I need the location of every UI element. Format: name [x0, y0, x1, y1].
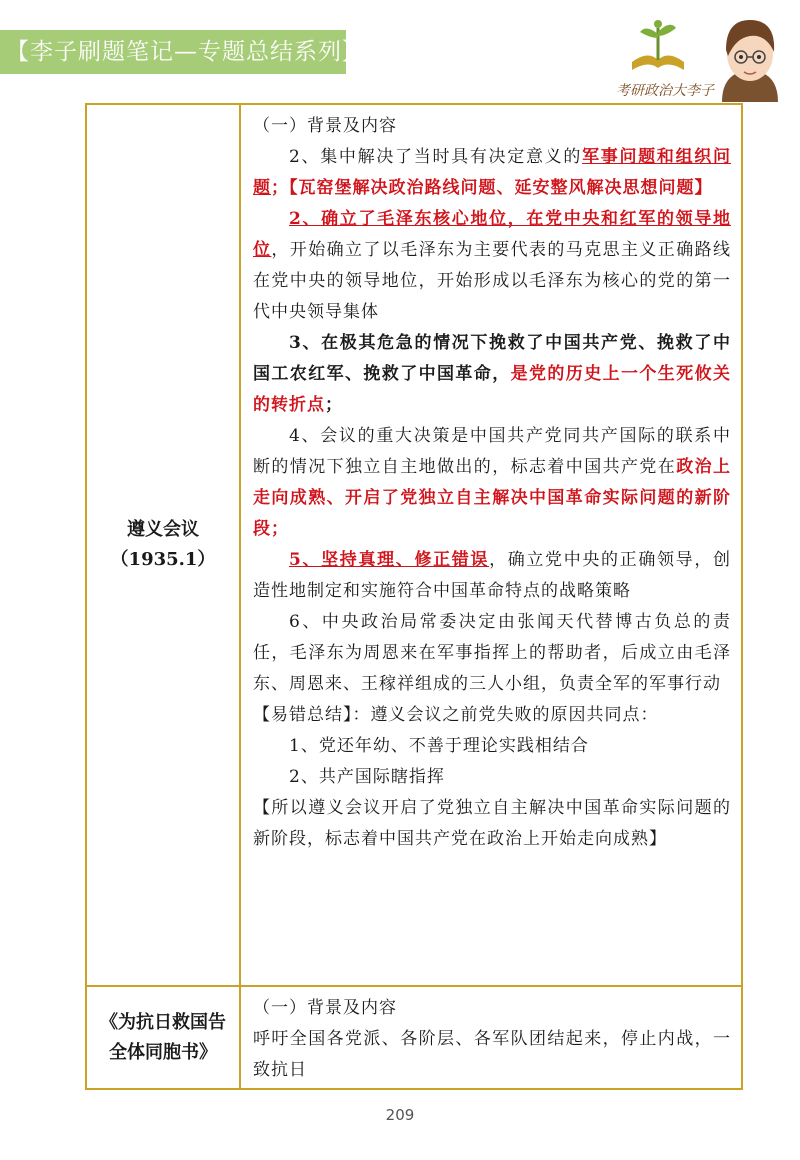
page-number: 209 [385, 1106, 415, 1124]
logo-text: 考研政治大李子 [616, 83, 714, 99]
table-row [86, 986, 742, 1089]
row-content-zunyi [240, 104, 742, 986]
row-content-proclamation [240, 986, 742, 1089]
table-row [86, 104, 742, 986]
meeting-date: （1935.1） [110, 549, 216, 570]
proclamation-content: 呼吁全国各党派、各阶层、各军队团结起来，停止内战，一致抗日 [253, 1029, 731, 1080]
row-label-proclamation: 《为抗日救国告全体同胞书》 [86, 986, 240, 1089]
point-4-independence: 4、会议的重大决策是中国共产党同共产国际的联系中断的情况下独立自主地做出的，标志着中国共产党在政治上走向成熟、开启了党独立自主解决中国革命实际问题的新阶段； [253, 426, 732, 539]
brand-logo [610, 10, 780, 102]
point-2-leadership: 2、确立了毛泽东核心地位，在党中央和红军的领导地位，开始确立了以毛泽东为主要代表的马克思主义正确路线在党中央的领导地位，开始形成以毛泽东为核心的党的第一代中央领导集体 [253, 209, 732, 322]
error-reason-1: 1、党还年幼、不善于理论实践相结合 [289, 736, 589, 756]
meeting-name: 遵义会议 [127, 519, 199, 540]
point-5-truth: 5、坚持真理、修正错误，确立党中央的正确领导，创造性地制定和实施符合中国革命特点的战略策略 [253, 550, 731, 601]
error-reason-2: 2、共产国际瞎指挥 [289, 767, 445, 787]
row-label-zunyi [86, 104, 240, 986]
section-title: （一）背景及内容 [253, 998, 397, 1018]
section-title: （一）背景及内容 [253, 116, 397, 136]
point-3-turning-point: 3、在极其危急的情况下挽救了中国共产党、挽救了中国工农红军、挽救了中国革命，是党的历史上一个生死攸关的转折点； [253, 333, 732, 415]
summary-table [85, 103, 743, 1090]
point-6-committee: 6、中央政治局常委决定由张闻天代替博古负总的责任，毛泽东为周恩来在军事指挥上的帮助者，后成立由毛泽东、周恩来、王稼祥组成的三人小组，负责全军的军事行动 [253, 612, 731, 694]
series-banner: 【李子刷题笔记—专题总结系列】 [0, 30, 346, 74]
error-summary-heading: 【易错总结】：遵义会议之前党失败的原因共同点： [253, 705, 659, 725]
point-2-military: 2、集中解决了当时具有决定意义的军事问题和组织问题；【瓦窑堡解决政治路线问题、延安整风解决思想问题】 [253, 147, 731, 198]
conclusion-note: 【所以遵义会议开启了党独立自主解决中国革命实际问题的新阶段，标志着中国共产党在政治上开始走向成熟】 [253, 798, 731, 849]
